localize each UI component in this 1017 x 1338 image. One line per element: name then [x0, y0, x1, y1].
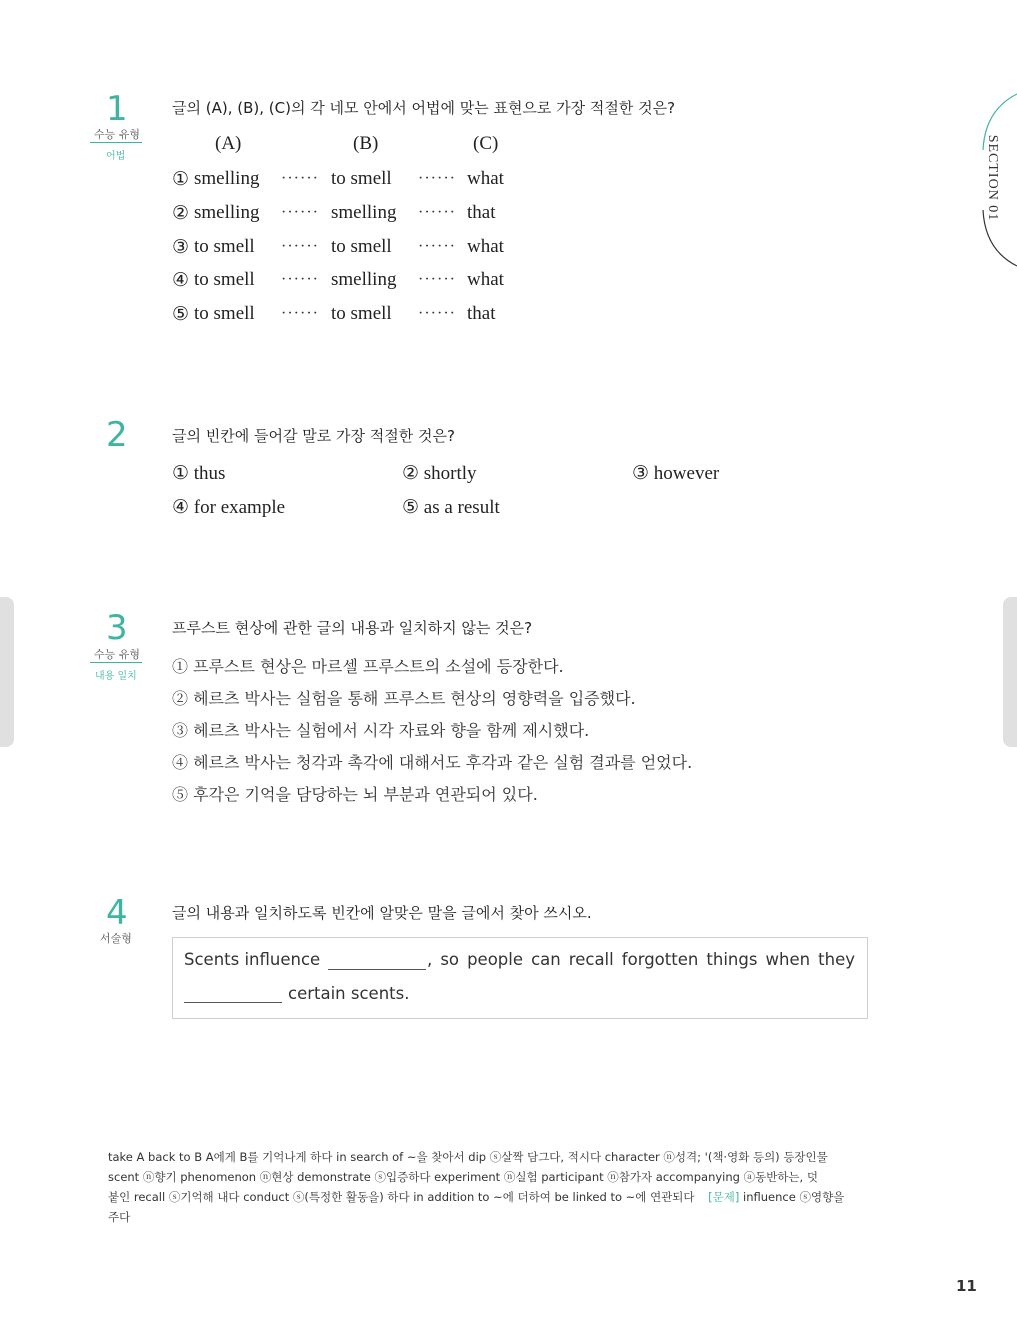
question-type-tag: 수능 유형 [94, 648, 141, 661]
option-number: ④ [172, 270, 190, 291]
option-c: what [467, 168, 504, 189]
tag-divider [90, 662, 142, 663]
vocab-line-1: take A back to B A에게 B를 기억나게 하다 in search of ~을 찾아서 dip ⓢ살짝 담그다, 적시다 character ⓝ성격; '(책·영화 등의) 등장인물 [108, 1150, 828, 1164]
question-subtype-tag: 내용 일치 [95, 671, 137, 682]
option-b: to smell [331, 236, 392, 257]
option-b: to smell [331, 303, 392, 324]
option-dots: ······ [418, 305, 456, 322]
vocab-line-3-b: influence ⓢ영향을 [743, 1190, 845, 1204]
option-number: ② [172, 203, 190, 224]
question-text: 글의 빈칸에 들어갈 말로 가장 적절한 것은? [172, 427, 455, 445]
question-number: 2 [106, 415, 128, 455]
question-text: 글의 내용과 일치하도록 빈칸에 알맞은 말을 글에서 찾아 쓰시오. [172, 904, 592, 922]
left-page-tab [0, 597, 14, 747]
option-2[interactable]: ② shortly [402, 463, 477, 484]
option-dots: ······ [418, 204, 456, 221]
option-5[interactable]: ⑤ 후각은 기억을 담당하는 뇌 부분과 연관되어 있다. [172, 785, 538, 804]
tag-divider [90, 142, 142, 143]
option-3[interactable]: ③ however [632, 463, 720, 484]
answer-blank-1[interactable] [328, 969, 426, 970]
answer-line-1-end: , so people can recall forgotten things when they [427, 950, 855, 969]
question-type-tag: 수능 유형 [94, 128, 141, 141]
question-type-tag: 서술형 [100, 932, 132, 945]
option-c: what [467, 269, 504, 290]
option-4[interactable]: ④ 헤르츠 박사는 청각과 촉각에 대해서도 후각과 같은 실험 결과를 얻었다. [172, 753, 693, 772]
option-dots: ······ [418, 170, 456, 187]
section-label: SECTION 01 [985, 134, 1000, 222]
option-dots: ······ [281, 170, 319, 187]
option-c: that [467, 303, 496, 324]
option-4[interactable]: ④ for example [172, 497, 286, 518]
option-number: ⑤ [172, 304, 190, 325]
option-dots: ······ [281, 238, 319, 255]
option-number: ③ [172, 237, 190, 258]
option-dots: ······ [418, 238, 456, 255]
option-c: that [467, 202, 496, 223]
vocab-line-2: scent ⓝ향기 phenomenon ⓝ현상 demonstrate ⓢ입증하다 experiment ⓝ실험 participant ⓝ참가자 accompanying ⓐ동반하는, 덧 [108, 1170, 818, 1184]
question-number: 3 [106, 608, 128, 648]
option-b: to smell [331, 168, 392, 189]
option-2[interactable]: ② 헤르츠 박사는 실험을 통해 프루스트 현상의 영향력을 입증했다. [172, 689, 636, 708]
option-3[interactable]: ③ 헤르츠 박사는 실험에서 시각 자료와 향을 함께 제시했다. [172, 721, 590, 740]
column-header-c: (C) [473, 133, 499, 154]
option-dots: ······ [281, 305, 319, 322]
option-5[interactable]: ⑤ as a result [402, 497, 500, 518]
vocab-line-3 [108, 1189, 844, 1205]
option-dots: ······ [418, 271, 456, 288]
right-page-tab [1003, 597, 1017, 747]
option-dots: ······ [281, 204, 319, 221]
question-number: 4 [106, 893, 128, 933]
option-a: smelling [194, 202, 260, 223]
option-number: ① [172, 169, 190, 190]
option-1[interactable]: ① 프루스트 현상은 마르셀 프루스트의 소설에 등장한다. [172, 657, 564, 676]
vocab-line-3-a: 붙인 recall ⓢ기억해 내다 conduct ⓢ(특정한 활동을) 하다 in addition to ~에 더하여 be linked to ~에 연관되다 [108, 1190, 695, 1204]
option-a: to smell [194, 303, 255, 324]
answer-line-1-start: Scents influence [184, 950, 321, 969]
option-a: to smell [194, 236, 255, 257]
answer-line-2-end: certain scents. [288, 984, 410, 1003]
question-number: 1 [106, 89, 128, 129]
option-c: what [467, 236, 504, 257]
option-a: to smell [194, 269, 255, 290]
page-number: 11 [956, 1277, 977, 1295]
problem-tag: [문제] [708, 1190, 740, 1204]
question-subtype-tag: 어법 [106, 151, 126, 162]
question-text: 글의 (A), (B), (C)의 각 네모 안에서 어법에 맞는 표현으로 가장 적절한 것은? [172, 99, 676, 117]
option-b: smelling [331, 269, 397, 290]
option-b: smelling [331, 202, 397, 223]
option-a: smelling [194, 168, 260, 189]
option-dots: ······ [281, 271, 319, 288]
column-header-a: (A) [215, 133, 242, 154]
question-text: 프루스트 현상에 관한 글의 내용과 일치하지 않는 것은? [172, 619, 533, 637]
vocab-line-4: 주다 [108, 1210, 131, 1224]
answer-blank-2[interactable] [184, 1002, 282, 1003]
column-header-b: (B) [353, 133, 379, 154]
option-1[interactable]: ① thus [172, 463, 226, 484]
